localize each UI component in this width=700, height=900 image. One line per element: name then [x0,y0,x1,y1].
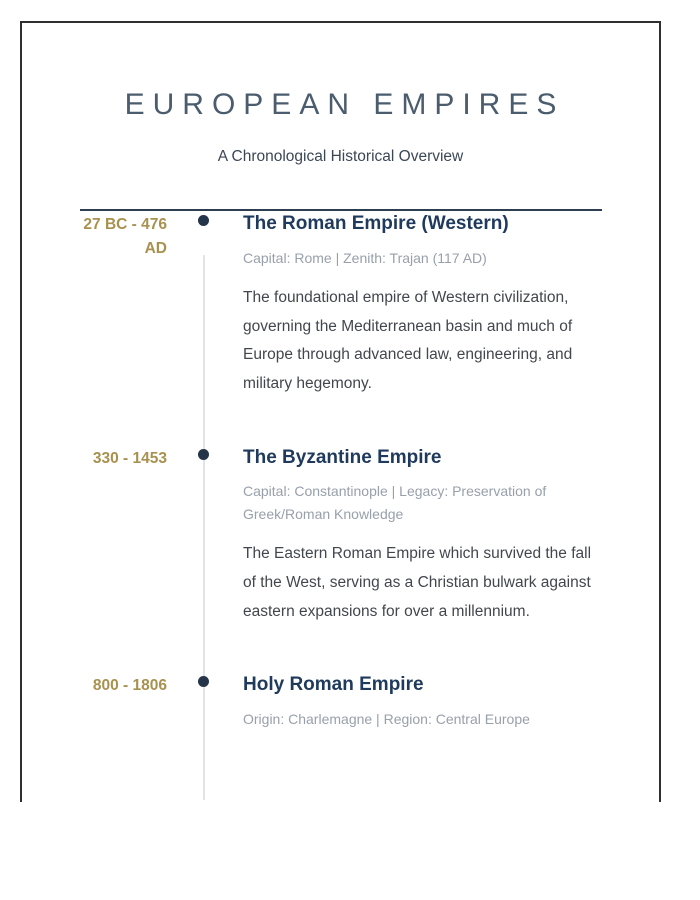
entry-title: Holy Roman Empire [243,674,424,696]
timeline-dot-icon [198,449,209,460]
entry-description: The Eastern Roman Empire which survived the fall of the West, serving as a Christian bulwark against eastern expansions for over a millennium. [243,545,592,620]
timeline-dot-icon [198,215,209,226]
timeline-dot-icon [198,676,209,687]
entry-meta: Origin: Charlemagne | Region: Central Europe [243,711,530,728]
entry-date: 800 - 1806 [92,677,167,695]
timeline-entry-holy-roman-empire [22,672,659,731]
page-subtitle: A Chronological Historical Overview [217,148,464,165]
timeline-entry-byzantine-empire [22,445,659,627]
page-title: EUROPEAN EMPIRES [124,88,565,121]
entry-meta: Capital: Constantinople | Legacy: Preservation of Greek/Roman Knowledge [243,483,547,523]
entry-description: The foundational empire of Western civilization, governing the Mediterranean basin and much of Europe through advanced law, engineering, and military hegemony. [243,288,573,392]
timeline [22,211,659,731]
entry-title: The Byzantine Empire [243,446,442,468]
entry-meta: Capital: Rome | Zenith: Trajan (117 AD) [243,249,487,266]
entry-date: 27 BC - 476 AD [83,216,167,258]
timeline-entry-roman-empire [22,211,659,398]
document-card [20,21,661,802]
entry-title: The Roman Empire (Western) [243,213,509,235]
entry-date: 330 - 1453 [92,449,167,467]
document-header [22,23,659,211]
